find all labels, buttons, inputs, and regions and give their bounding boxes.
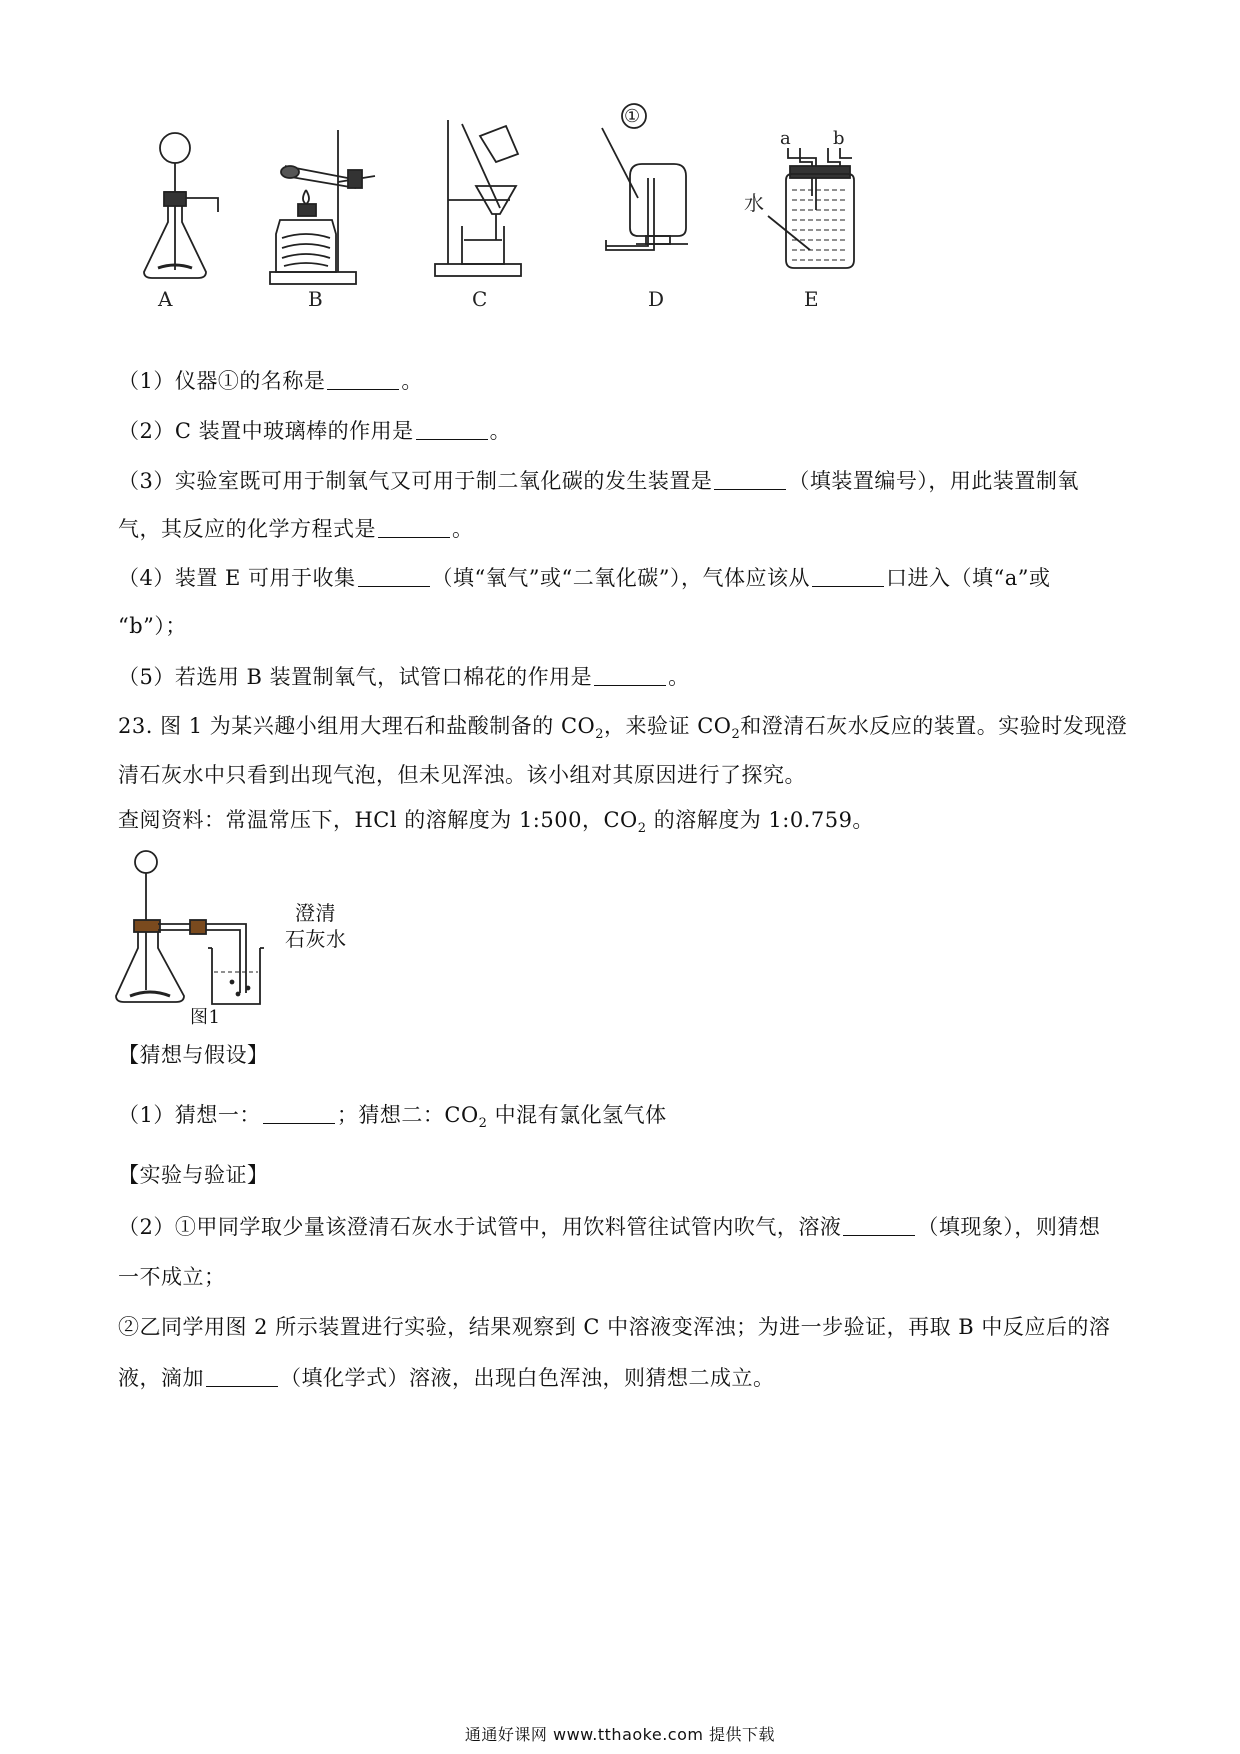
q22-item-3-line1: （3）实验室既可用于制氧气又可用于制二氧化碳的发生装置是 （填装置编号），用此装置制氧 [118,469,1079,493]
marker-circled-one: ① [624,106,641,127]
apparatus-b-heating [270,130,375,284]
page-footer: 通通好课网 www.tthaoke.com 提供下载 [464,1725,776,1744]
answer-blank[interactable] [358,566,430,587]
q22-item-4-line2: “b”）； [118,614,187,638]
experiment-line1: （2）①甲同学取少量该澄清石灰水于试管中，用饮料管往试管内吹气，溶液 （填现象），则猜想 [118,1215,1101,1239]
answer-blank[interactable] [594,665,666,686]
q23-reference: 查阅资料：常温常压下，HCl 的溶解度为 1:500，$CO_2$ 的溶解度为 1:0.759。 [118,808,874,837]
port-a-label: a [780,128,791,149]
answer-blank[interactable] [378,517,450,538]
experiment-line3: ②乙同学用图 2 所示装置进行实验，结果观察到 C 中溶液变浑浊；为进一步验证，再取 B 中反应后的溶 [118,1315,1111,1339]
figure-1-caption: 图1 [190,1007,221,1028]
apparatus-label-c: C [472,287,488,311]
apparatus-label-e: E [804,287,819,311]
apparatus-label-d: D [648,287,665,311]
apparatus-c-filtration [435,120,521,276]
hypothesis-heading: 【猜想与假设】 [118,1043,269,1067]
experiment-line4: 液，滴加 （填化学式）溶液，出现白色浑浊，则猜想二成立。 [118,1366,775,1390]
apparatus-e-bottle [768,148,854,268]
q22-item-5: （5）若选用 B 装置制氧气，试管口棉花的作用是 。 [118,665,690,689]
q22-item-3-line2: 气，其反应的化学方程式是 。 [118,517,474,541]
figure-1-label-line1: 澄清 [295,901,336,925]
apparatus-a-flask [144,133,218,278]
apparatus-label-b: B [308,287,323,311]
hypothesis-item-1: （1）猜想一： ；猜想二：$CO_2$ 中混有氯化氢气体 [118,1103,667,1132]
answer-blank[interactable] [327,369,399,390]
q22-item-1: （1）仪器①的名称是 。 [118,369,423,393]
experiment-heading: 【实验与验证】 [118,1163,269,1187]
figure-1-label-line2: 石灰水 [285,927,347,951]
port-b-label: b [833,128,845,149]
apparatus-label-a: A [158,287,173,311]
answer-blank[interactable] [416,419,488,440]
experiment-line2: 一不成立； [118,1265,226,1289]
q22-item-4-line1: （4）装置 E 可用于收集 （填“氧气”或“二氧化碳”），气体应该从 口进入（填“a”或 [118,566,1051,590]
answer-blank[interactable] [206,1366,278,1387]
answer-blank[interactable] [714,469,786,490]
answer-blank[interactable] [263,1103,335,1124]
q23-intro-line1: 23. 图 1 为某兴趣小组用大理石和盐酸制备的 $CO_2$，来验证 $CO_2$和澄清石灰水反应的装置。实验时发现澄 [118,714,1128,743]
q22-item-2: （2）C 装置中玻璃棒的作用是 。 [118,419,512,443]
q23-intro-line2: 清石灰水中只看到出现气泡，但未见浑浊。该小组对其原因进行了探究。 [118,763,806,787]
answer-blank[interactable] [843,1215,915,1236]
answer-blank[interactable] [812,566,884,587]
water-label: 水 [744,191,764,215]
apparatus-d-collector [602,104,688,250]
apparatus-figure [140,100,1020,340]
